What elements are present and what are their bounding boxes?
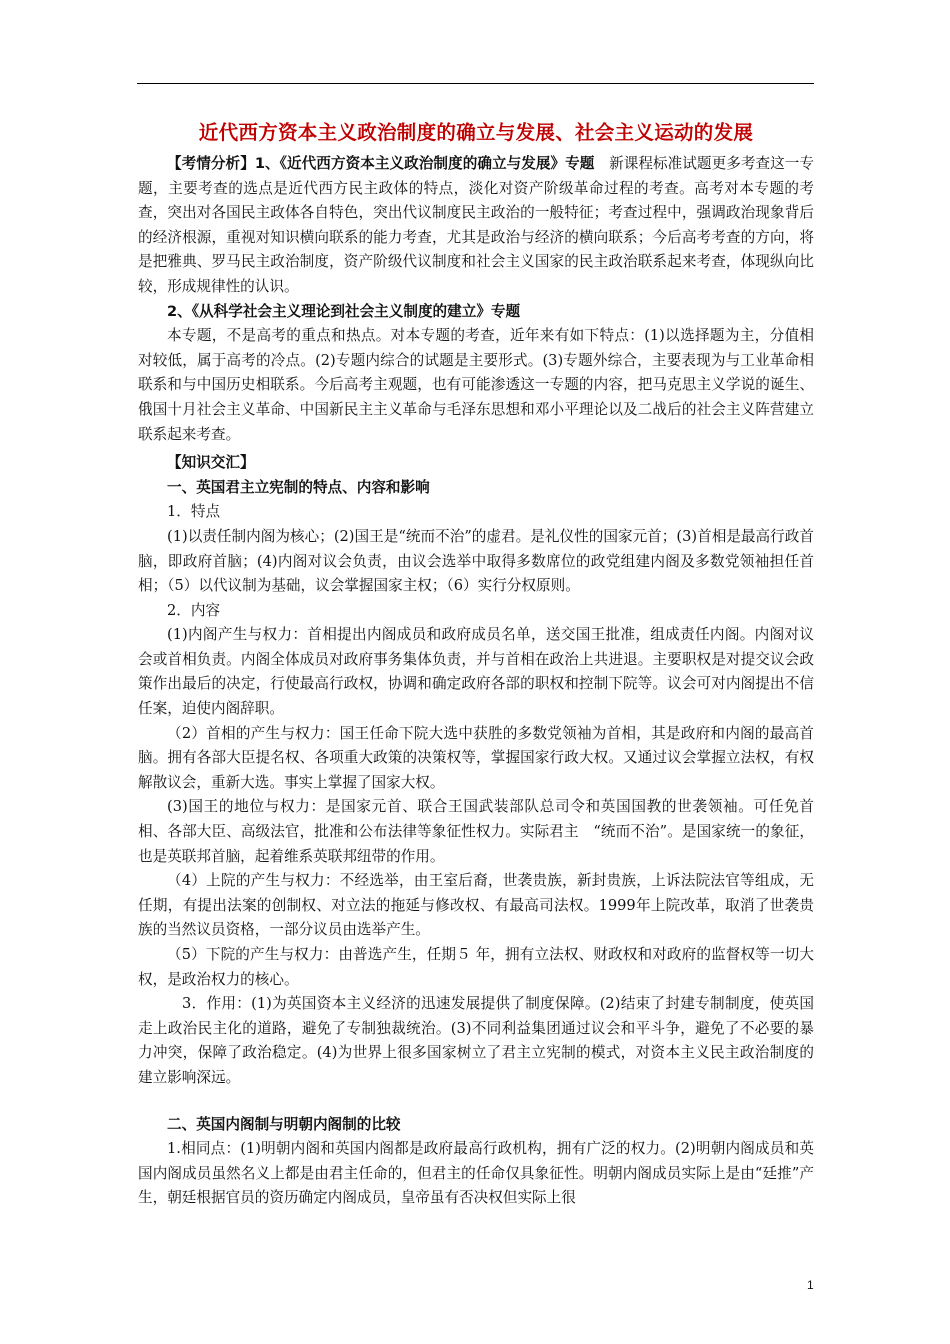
topic-2-heading: 2、《从科学社会主义理论到社会主义制度的建立》专题	[167, 302, 521, 320]
subsection-2-label: 2．内容	[167, 601, 221, 619]
content-item-4: （4）上院的产生与权力：不经选举，由王室后裔，世袭贵族，新封贵族，上诉法院法官等组成，无任期，有提出法案的创制权、对立法的拖延与修改权、有最高司法权。1999年上院改革，取消了世袭贵族的当然议员资格，一部分议员由选举产生。	[138, 872, 814, 939]
section-2-title: 二、英国内阁制与明朝内阁制的比较	[167, 1115, 401, 1133]
kaoqing-tag: 【考情分析】	[167, 155, 255, 172]
content-item-2: （2）首相的产生与权力：国王任命下院大选中获胜的多数党领袖为首相，其是政府和内阁的最高首脑。拥有各部大臣提名权、各项重大政策的决策权等，掌握国家行政大权。又通过议会掌握立法权，有权解散议会，重新大选。事实上掌握了国家大权。	[138, 724, 814, 791]
subsection-1-label: 1．特点	[167, 503, 221, 521]
zhishi-tag: 【知识交汇】	[167, 454, 255, 472]
topic-1-text: 新课程标准试题更多考查这一专题，主要考查的选点是近代西方民主政体的特点，淡化对资产阶级革命过程的考查。高考对本专题的考查，突出对各国民主政体各自特色，突出代议制度民主政治的一般特征；考查过程中，强调政治现象背后的经济根源，重视对知识横向联系的能力考查，尤其是政治与经济的横向联系；今后高考考查的方向，将是把雅典、罗马民主政治制度，资产阶级代议制度和社会主义国家的民主政治联系起来考查，体现纵向比较，形成规律性的认识。	[138, 155, 814, 295]
content-item-3: (3)国王的地位与权力：是国家元首、联合王国武装部队总司令和英国国教的世袭领袖。可任免首相、各部大臣、高级法官，批准和公布法律等象征性权力。实际君主 “统而不治”。是国家统一的象征，也是英联邦首脑，起着维系英联邦纽带的作用。	[138, 798, 814, 865]
header-rule	[137, 83, 814, 84]
section-2-text: 1.相同点：(1)明朝内阁和英国内阁都是政府最高行政机构，拥有广泛的权力。(2)明朝内阁成员和英国内阁成员虽然名义上都是由君主任命的，但君主的任命仅具象征性。明朝内阁成员实际上是由“廷推”产生，朝廷根据官员的资历确定内阁成员，皇帝虽有否决权但实际上很	[138, 1140, 814, 1207]
subsection-1-text: (1)以责任制内阁为核心；(2)国王是“统而不治”的虚君。是礼仪性的国家元首；(3)首相是最高行政首脑，即政府首脑；(4)内阁对议会负责，由议会选举中取得多数席位的政党组建内阁及多数党领袖担任首相；（5）以代议制为基础，议会掌握国家主权；（6）实行分权原则。	[138, 527, 814, 595]
document-title: 近代西方资本主义政治制度的确立与发展、社会主义运动的发展	[198, 121, 754, 144]
content-item-1: (1)内阁产生与权力：首相提出内阁成员和政府成员名单，送交国王批准，组成责任内阁。内阁对议会或首相负责。内阁全体成员对政府事务集体负责，并与首相在政治上共进退。主要职权是对提交议会政策作出最后的决定，行使最高行政权，协调和确定政府各部的职权和控制下院等。议会可对内阁提出不信任案，迫使内阁辞职。	[138, 626, 814, 718]
subsection-3-text: 3．作用：(1)为英国资本主义经济的迅速发展提供了制度保障。(2)结束了封建专制制度，使英国走上政治民主化的道路，避免了专制独裁统治。(3)不同利益集团通过议会和平斗争，避免了不必要的暴力冲突，保障了政治稳定。(4)为世界上很多国家树立了君主立宪制的模式，对资本主义民主政治制度的建立影响深远。	[138, 995, 814, 1086]
topic-2-text: 本专题，不是高考的重点和热点。对本专题的考查，近年来有如下特点：(1)以选择题为主，分值相对较低，属于高考的冷点。(2)专题内综合的试题是主要形式。(3)专题外综合，主要表现为与工业革命相联系和与中国历史相联系。今后高考主观题，也有可能渗透这一专题的内容，把马克思主义学说的诞生、俄国十月社会主义革命、中国新民主主义革命与毛泽东思想和邓小平理论以及二战后的社会主义阵营建立联系起来考查。	[138, 327, 814, 443]
kaoqing-paragraph-1	[138, 152, 814, 300]
topic-1-heading: 1、《近代西方资本主义政治制度的确立与发展》专题	[254, 155, 595, 172]
section-1-title: 一、英国君主立宪制的特点、内容和影响	[167, 478, 430, 496]
content-item-5: （5）下院的产生与权力：由普选产生，任期５ 年，拥有立法权、财政权和对政府的监督权等一切大权，是政治权力的核心。	[138, 946, 814, 988]
document-body	[138, 118, 814, 1211]
page-number: 1	[807, 1278, 814, 1292]
